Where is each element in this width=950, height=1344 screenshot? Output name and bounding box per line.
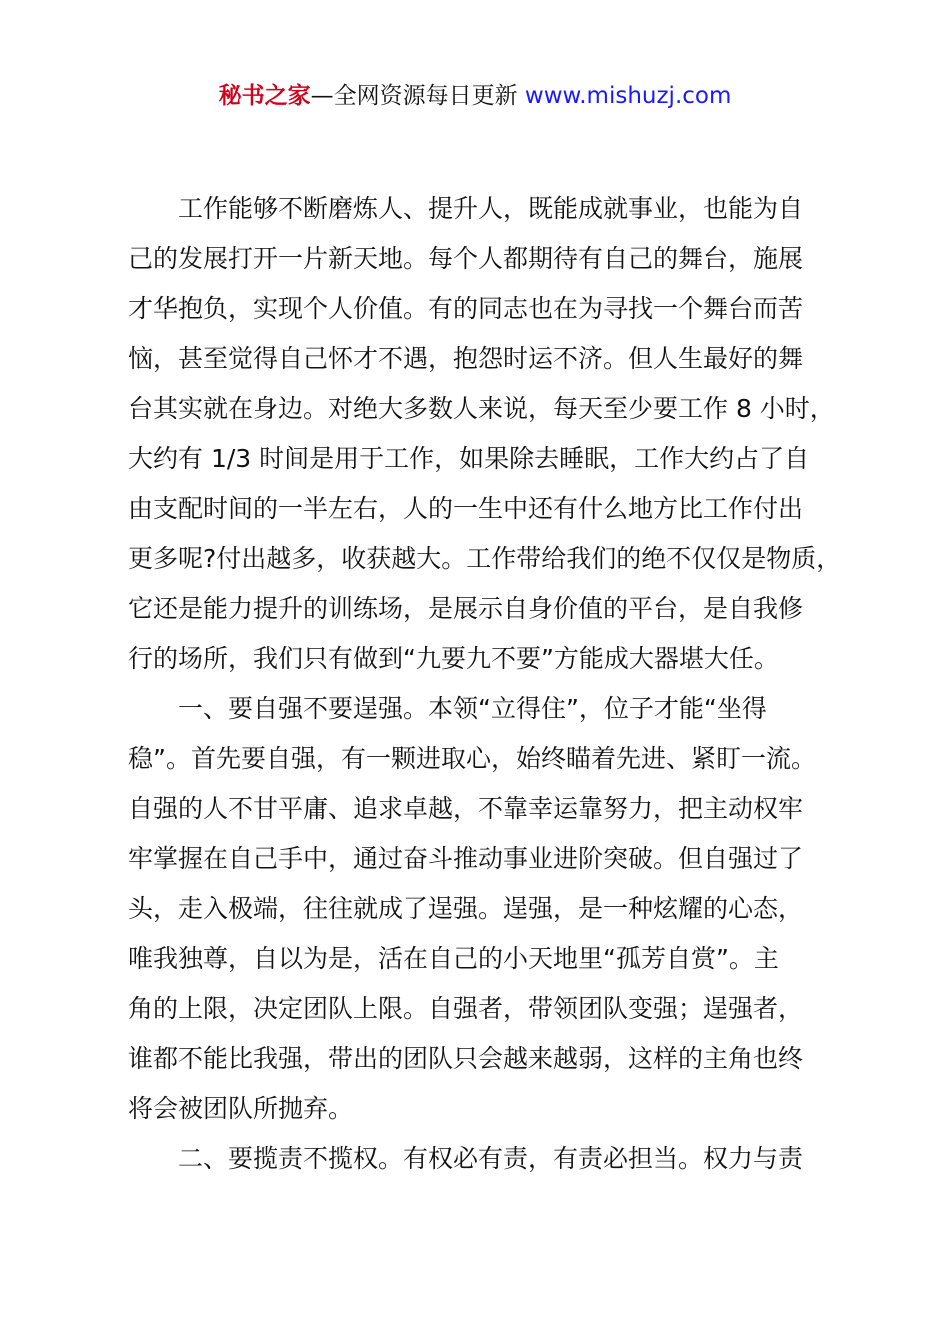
text-line: 角的上限，决定团队上限。自强者，带领团队变强；逞强者， [128,994,804,1023]
paragraph-section-one [128,684,856,1134]
site-header [0,80,950,112]
text-line: 稳”。首先要自强，有一颗进取心，始终瞄着先进、紧盯一流。 [128,744,816,773]
text-line: 由支配时间的一半左右，人的一生中还有什么地方比工作付出 [128,494,804,523]
text-line: 牢掌握在自己手中，通过奋斗推动事业进阶突破。但自强过了 [128,844,804,873]
text-line: 二、要揽责不揽权。有权必有责，有责必担当。权力与责 [178,1144,804,1173]
document-body [128,184,856,1184]
site-brand: 秘书之家 [218,83,311,109]
paragraph-intro [128,184,856,684]
text-line: 更多呢?付出越多，收获越大。工作带给我们的绝不仅仅是物质， [128,544,842,573]
site-url[interactable]: www.mishuzj.com [524,83,732,109]
paragraph-section-two [128,1134,856,1184]
text-line: 唯我独尊，自以为是，活在自己的小天地里“孤芳自赏”。主 [128,944,779,973]
text-line: 行的场所，我们只有做到“九要九不要”方能成大器堪大任。 [128,644,779,673]
text-line: 一、要自强不要逞强。本领“立得住”，位子才能“坐得 [178,694,767,723]
text-line: 它还是能力提升的训练场，是展示自身价值的平台，是自我修 [128,594,804,623]
text-line: 将会被团队所抛弃。 [128,1094,354,1123]
text-line: 己的发展打开一片新天地。每个人都期待有自己的舞台，施展 [128,244,804,273]
text-line: 谁都不能比我强，带出的团队只会越来越弱，这样的主角也终 [128,1044,804,1073]
text-line: 自强的人不甘平庸、追求卓越，不靠幸运靠努力，把主动权牢 [128,794,804,823]
text-line: 恼，甚至觉得自己怀才不遇，抱怨时运不济。但人生最好的舞 [128,344,804,373]
site-tagline: —全网资源每日更新 [310,83,518,109]
text-line: 大约有 1/3 时间是用于工作，如果除去睡眠，工作大约占了自 [128,444,810,473]
text-line: 头，走入极端，往往就成了逞强。逞强，是一种炫耀的心态， [128,894,804,923]
text-line: 才华抱负，实现个人价值。有的同志也在为寻找一个舞台而苦 [128,294,804,323]
text-line: 工作能够不断磨炼人、提升人，既能成就事业，也能为自 [178,194,804,223]
text-line: 台其实就在身边。对绝大多数人来说，每天至少要工作 8 小时， [128,394,835,423]
